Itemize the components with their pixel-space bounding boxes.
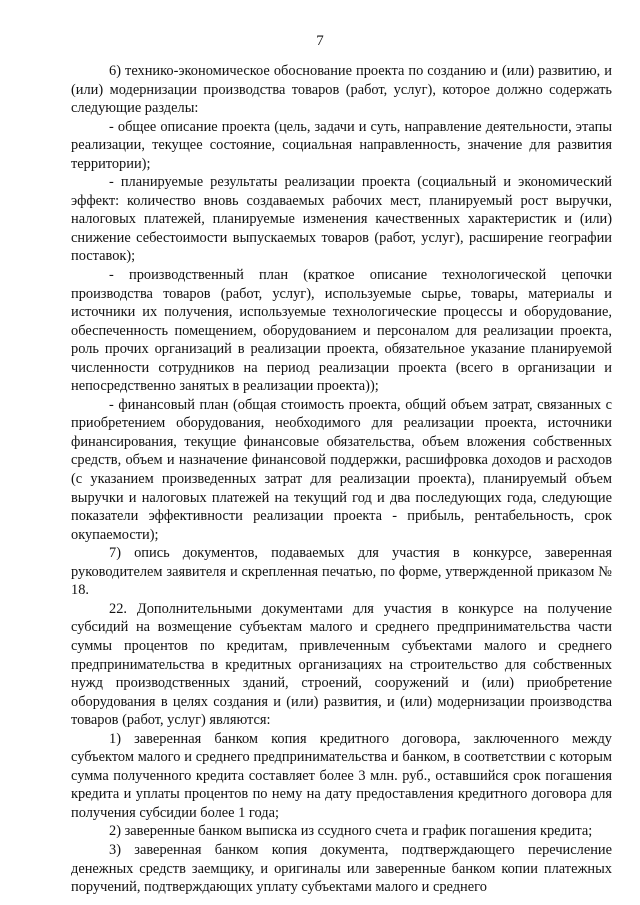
subitem-2-loan-statement: 2) заверенные банком выписка из ссудного счета и график погашения кредита; bbox=[109, 823, 593, 840]
bullet-financial-plan: - финансовый план (общая стоимость проекта, общий объем затрат, связанных с приобретением оборудования, необходимого для реализации проекта, источники финансирования, текущие финансовые обязательства, объем вложения собственных средств, объем и назначение финансовой поддержки, расшифровка доходов и расходов (с указанием произведенных затрат для реализации проекта), планируемый объем выручки и налоговых платежей на текущий год и два последующих года, следующие показатели эффективности реализации проекта - прибыль, рентабельность, срок окупаемости); bbox=[71, 396, 612, 543]
subitem-3-payment-documents: 3) заверенная банком копия документа, подтверждающего перечисление денежных средств заемщику, и оригиналы или заверенные банком копии платежных поручений, подтверждающих уплату субъектами малого и среднего bbox=[71, 841, 612, 896]
bullet-project-description: - общее описание проекта (цель, задачи и суть, направление деятельности, этапы реализации, текущее состояние, социальная направленность, значение для развития территории); bbox=[71, 118, 612, 172]
item-7-document-inventory: 7) опись документов, подаваемых для участия в конкурсе, заверенная руководителем заявителя и скрепленная печатью, по форме, утвержденной приказом № 18. bbox=[71, 545, 612, 599]
bullet-planned-results: - планируемые результаты реализации проекта (социальный и экономический эффект: количество вновь создаваемых рабочих мест, планируемый рост выручки, налоговых платежей, планируемые изменения качественных характеристик и (или) снижение себестоимости выпускаемых товаров (работ, услуг), расширение географии поставок); bbox=[71, 174, 612, 265]
page-number: 7 bbox=[316, 33, 324, 49]
document-body bbox=[71, 62, 612, 897]
item-6-feasibility-study: 6) технико-экономическое обоснование проекта по созданию и (или) развитию, и (или) модернизации производства товаров (работ, услуг), которое должно содержать следующие разделы: bbox=[71, 63, 612, 117]
subitem-1-loan-agreement: 1) заверенная банком копия кредитного договора, заключенного между субъектом малого и среднего предпринимательства и банком, в соответствии с которым сумма полученного кредита составляет более 3 млн. руб., оставшийся срок погашения кредита и уплаты процентов по нему на дату предоставления кредитного договора для получения субсидии более 1 года; bbox=[71, 730, 612, 821]
bullet-production-plan: - производственный план (краткое описание технологической цепочки производства товаров (работ, услуг), используемые сырье, товары, материалы и источники их получения, используемые технологические процессы и оборудование, обеспеченность помещением, оборудованием и персоналом для реализации проекта, роль прочих организаций в реализации проекта, обязательное указание планируемой численности сотрудников на период реализации проекта (всего в организации и непосредственно занятых в реализации проекта)); bbox=[71, 267, 612, 395]
section-22-additional-documents: 22. Дополнительными документами для участия в конкурсе на получение субсидий на возмещение субъектам малого и среднего предпринимательства части суммы процентов по кредитам, привлеченным субъектами малого и среднего предпринимательства в кредитных организациях на строительство для собственных нужд производственных зданий, строений, сооружений и (или) приобретение оборудования в целях создания и (или) развития, и (или) модернизации производства товаров (работ, услуг) являются: bbox=[71, 600, 612, 729]
